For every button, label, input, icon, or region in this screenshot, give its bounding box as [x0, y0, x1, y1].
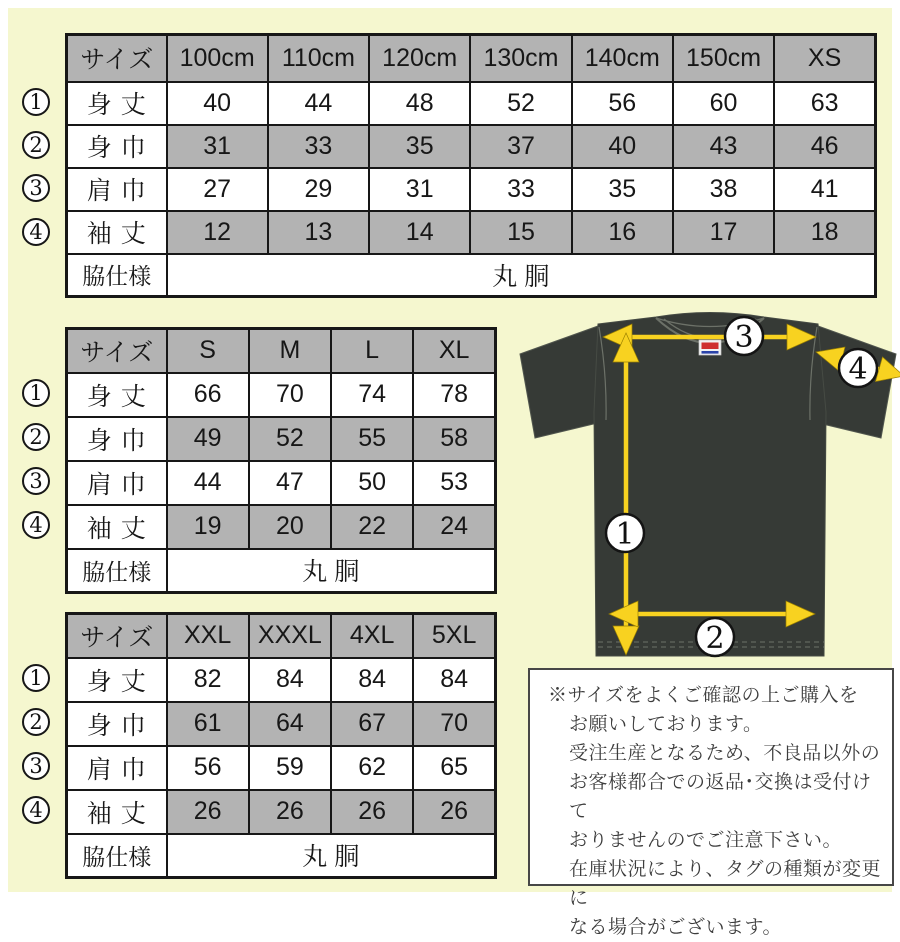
- notice-line: おりませんのでご注意下さい。: [548, 826, 886, 855]
- marker-digit: 3: [734, 320, 753, 355]
- cell: 84: [331, 658, 413, 702]
- purchase-notice: [528, 668, 894, 886]
- row-label: 脇仕様: [67, 254, 167, 297]
- row-label: 身 巾: [67, 417, 167, 461]
- cell: 44: [167, 461, 249, 505]
- cell: 38: [673, 168, 774, 211]
- shirt-marker-2: [696, 618, 734, 656]
- header-cell: S: [167, 329, 249, 373]
- header-cell: 110cm: [268, 35, 369, 82]
- cell: 40: [167, 82, 268, 125]
- marker-digit: 1: [29, 92, 42, 113]
- row-marker-4: [22, 511, 50, 539]
- marker-digit: 2: [705, 621, 724, 656]
- cell: 15: [470, 211, 571, 254]
- cell: 56: [572, 82, 673, 125]
- header-cell: 140cm: [572, 35, 673, 82]
- cell: 64: [249, 702, 331, 746]
- cell: 35: [369, 125, 470, 168]
- row-marker-2: [22, 708, 50, 736]
- row-marker-3: [22, 467, 50, 495]
- header-cell: XXL: [167, 614, 249, 658]
- row-label: 脇仕様: [67, 834, 167, 878]
- cell: 50: [331, 461, 413, 505]
- cell: 47: [249, 461, 331, 505]
- cell: 56: [167, 746, 249, 790]
- cell: 84: [249, 658, 331, 702]
- cell: 55: [331, 417, 413, 461]
- cell: 40: [572, 125, 673, 168]
- notice-line: 在庫状況により、タグの種類が変更に: [548, 855, 886, 913]
- cell: 26: [413, 790, 495, 834]
- marker-digit: 1: [615, 517, 634, 552]
- row-label: 身 巾: [67, 125, 167, 168]
- cell: 31: [167, 125, 268, 168]
- cell: 20: [249, 505, 331, 549]
- marker-digit: 3: [29, 178, 42, 199]
- header-cell: サイズ: [67, 614, 167, 658]
- cell: 61: [167, 702, 249, 746]
- cell: 70: [413, 702, 495, 746]
- cell: 19: [167, 505, 249, 549]
- cell: 46: [774, 125, 875, 168]
- row-label: 身 丈: [67, 658, 167, 702]
- row-label: 身 丈: [67, 373, 167, 417]
- header-cell: M: [249, 329, 331, 373]
- header-cell: 100cm: [167, 35, 268, 82]
- cell: 44: [268, 82, 369, 125]
- row-marker-1: [22, 379, 50, 407]
- cell: 43: [673, 125, 774, 168]
- cell: 53: [413, 461, 495, 505]
- marker-digit: 3: [29, 756, 42, 777]
- row-marker-3: [22, 752, 50, 780]
- marker-digit: 4: [848, 352, 867, 387]
- header-cell: 150cm: [673, 35, 774, 82]
- row-marker-4: [22, 796, 50, 824]
- row-marker-2: [22, 131, 50, 159]
- cell: 26: [167, 790, 249, 834]
- cell: 35: [572, 168, 673, 211]
- cell: 52: [470, 82, 571, 125]
- cell: 14: [369, 211, 470, 254]
- notice-line: ※サイズをよくご確認の上ご購入を: [548, 681, 886, 710]
- cell: 41: [774, 168, 875, 211]
- left-sleeve: [520, 326, 606, 438]
- row-marker-4: [22, 218, 50, 246]
- row-marker-1: [22, 88, 50, 116]
- header-cell: 4XL: [331, 614, 413, 658]
- cell: 16: [572, 211, 673, 254]
- tshirt-svg: [506, 304, 900, 666]
- header-cell: 130cm: [470, 35, 571, 82]
- cell-span: 丸 胴: [167, 254, 876, 297]
- cell: 82: [167, 658, 249, 702]
- size-table-adult: [65, 327, 497, 594]
- row-marker-3: [22, 174, 50, 202]
- cell: 33: [268, 125, 369, 168]
- notice-line: 受注生産となるため、不良品以外の: [548, 739, 886, 768]
- marker-digit: 1: [29, 383, 42, 404]
- cell: 49: [167, 417, 249, 461]
- notice-line: お願いしております。: [548, 710, 886, 739]
- marker-digit: 2: [29, 427, 42, 448]
- header-cell: XXXL: [249, 614, 331, 658]
- notice-line: お客様都合での返品･交換は受付けて: [548, 768, 886, 826]
- cell: 33: [470, 168, 571, 211]
- row-label: 脇仕様: [67, 549, 167, 593]
- cell: 37: [470, 125, 571, 168]
- cell: 17: [673, 211, 774, 254]
- marker-digit: 3: [29, 471, 42, 492]
- shirt-marker-4: [839, 349, 877, 387]
- cell-span: 丸 胴: [167, 834, 496, 878]
- marker-digit: 2: [29, 712, 42, 733]
- header-cell: XS: [774, 35, 875, 82]
- row-marker-2: [22, 423, 50, 451]
- shirt-marker-3: [725, 317, 763, 355]
- cell: 59: [249, 746, 331, 790]
- notice-line: なる場合がございます。: [548, 913, 886, 942]
- header-cell: サイズ: [67, 329, 167, 373]
- row-label: 身 丈: [67, 82, 167, 125]
- marker-digit: 2: [29, 135, 42, 156]
- cell: 70: [249, 373, 331, 417]
- marker-digit: 4: [29, 800, 42, 821]
- row-label: 身 巾: [67, 702, 167, 746]
- header-cell: XL: [413, 329, 495, 373]
- header-cell: 120cm: [369, 35, 470, 82]
- cell: 52: [249, 417, 331, 461]
- cell: 26: [249, 790, 331, 834]
- collar-brand-tag: [699, 340, 721, 355]
- cell: 27: [167, 168, 268, 211]
- cell: 65: [413, 746, 495, 790]
- cell: 78: [413, 373, 495, 417]
- cell: 84: [413, 658, 495, 702]
- row-label: 肩 巾: [67, 168, 167, 211]
- cell: 31: [369, 168, 470, 211]
- marker-digit: 4: [29, 222, 42, 243]
- row-label: 袖 丈: [67, 505, 167, 549]
- header-cell: 5XL: [413, 614, 495, 658]
- cell: 13: [268, 211, 369, 254]
- marker-digit: 4: [29, 515, 42, 536]
- cell: 58: [413, 417, 495, 461]
- cell: 48: [369, 82, 470, 125]
- cell: 60: [673, 82, 774, 125]
- size-table-kids: [65, 33, 877, 298]
- tshirt-diagram: [506, 304, 900, 666]
- cell-span: 丸 胴: [167, 549, 496, 593]
- cell: 67: [331, 702, 413, 746]
- shirt-marker-1: [606, 514, 644, 552]
- row-marker-1: [22, 664, 50, 692]
- cell: 22: [331, 505, 413, 549]
- cell: 24: [413, 505, 495, 549]
- cell: 63: [774, 82, 875, 125]
- cell: 74: [331, 373, 413, 417]
- row-label: 袖 丈: [67, 790, 167, 834]
- row-label: 肩 巾: [67, 746, 167, 790]
- page-background: [8, 8, 892, 892]
- cell: 66: [167, 373, 249, 417]
- header-cell: L: [331, 329, 413, 373]
- row-label: 袖 丈: [67, 211, 167, 254]
- row-label: 肩 巾: [67, 461, 167, 505]
- cell: 26: [331, 790, 413, 834]
- cell: 12: [167, 211, 268, 254]
- cell: 29: [268, 168, 369, 211]
- cell: 18: [774, 211, 875, 254]
- cell: 62: [331, 746, 413, 790]
- marker-digit: 1: [29, 668, 42, 689]
- header-cell: サイズ: [67, 35, 167, 82]
- size-table-big: [65, 612, 497, 879]
